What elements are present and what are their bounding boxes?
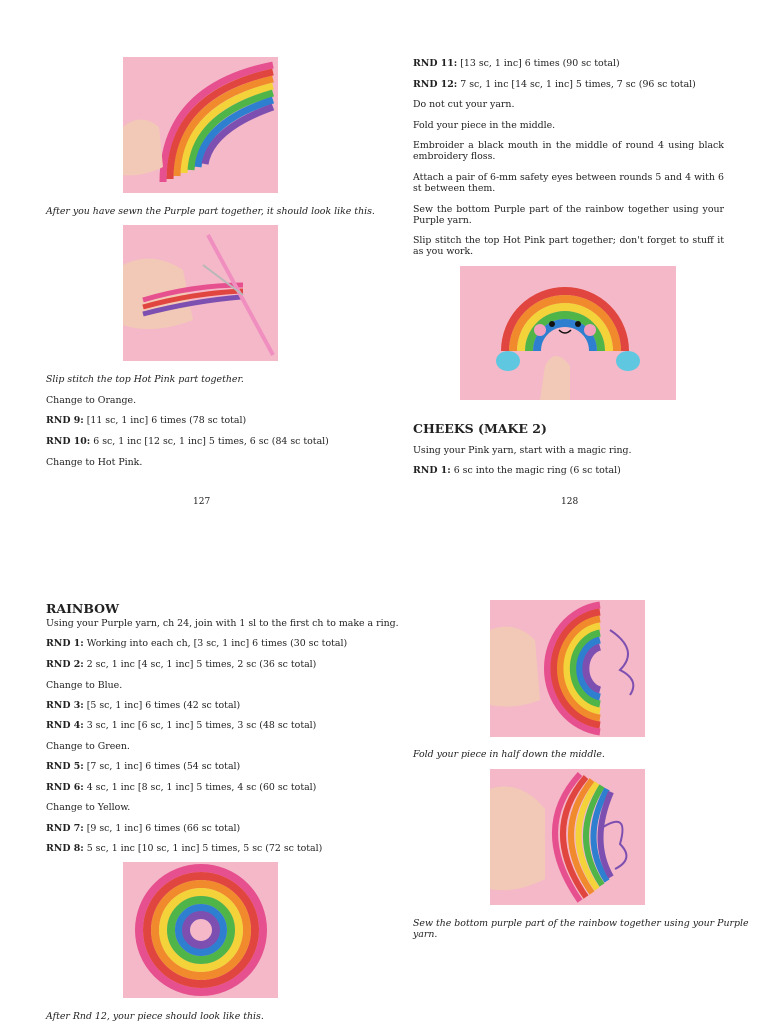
text-line: RND 3: [5 sc, 1 inc] 6 times (42 sc total) xyxy=(46,700,241,711)
text-line: Embroider a black mouth in the middle of round 4 using black embroidery floss. xyxy=(413,140,724,162)
text-line: RND 8: 5 sc, 1 inc [10 sc, 1 inc] 5 times, 5 sc (72 sc total) xyxy=(46,843,323,854)
text-line: RND 2: 2 sc, 1 inc [4 sc, 1 inc] 5 times, 2 sc (36 sc total) xyxy=(46,659,317,670)
photo-fold-in-half xyxy=(490,600,645,737)
text-line: Attach a pair of 6-mm safety eyes between rounds 5 and 4 with 6 st between them. xyxy=(413,172,724,194)
text-line: RND 7: [9 sc, 1 inc] 6 times (66 sc total) xyxy=(46,823,241,834)
text-line: Using your Pink yarn, start with a magic ring. xyxy=(413,445,632,456)
photo-sew-bottom-purple xyxy=(490,769,645,905)
text-line: Change to Hot Pink. xyxy=(46,457,143,468)
photo-slip-stitch xyxy=(123,225,278,361)
text-line: Slip stitch the top Hot Pink part together; don't forget to stuff it as you work. xyxy=(413,235,724,257)
text-line: Change to Blue. xyxy=(46,680,123,691)
text-line: Change to Yellow. xyxy=(46,802,131,813)
section-heading-cheeks: CHEEKS (MAKE 2) xyxy=(413,421,547,436)
text-line: Do not cut your yarn. xyxy=(413,99,515,110)
caption-fold-in-half: Fold your piece in half down the middle. xyxy=(413,749,605,760)
caption-sewn-purple: After you have sewn the Purple part together, it should look like this. xyxy=(46,206,375,217)
text-line: RND 4: 3 sc, 1 inc [6 sc, 1 inc] 5 times, 3 sc (48 sc total) xyxy=(46,720,317,731)
caption-after-rnd12: After Rnd 12, your piece should look like this. xyxy=(46,1011,264,1022)
photo-rainbow-ring xyxy=(123,862,278,998)
text-line: Fold your piece in the middle. xyxy=(413,120,556,131)
section-heading-rainbow: RAINBOW xyxy=(46,601,120,616)
text-line: RND 1: 6 sc into the magic ring (6 sc total) xyxy=(413,465,621,476)
caption-slip-stitch: Slip stitch the top Hot Pink part together. xyxy=(46,374,244,385)
text-line: RND 11: [13 sc, 1 inc] 6 times (90 sc total) xyxy=(413,58,620,69)
text-line: Using your Purple yarn, ch 24, join with 1 sl to the first ch to make a ring. xyxy=(46,618,399,629)
page-number: 128 xyxy=(561,497,579,507)
page-number: 127 xyxy=(193,497,211,507)
text-line: RND 10: 6 sc, 1 inc [12 sc, 1 inc] 5 times, 6 sc (84 sc total) xyxy=(46,436,329,447)
caption-sew-bottom-purple: Sew the bottom purple part of the rainbow together using your Purple yarn. xyxy=(413,918,749,940)
text-line: RND 9: [11 sc, 1 inc] 6 times (78 sc total) xyxy=(46,415,247,426)
text-line: RND 6: 4 sc, 1 inc [8 sc, 1 inc] 5 times, 4 sc (60 sc total) xyxy=(46,782,317,793)
text-line: Change to Orange. xyxy=(46,395,137,406)
text-line: RND 12: 7 sc, 1 inc [14 sc, 1 inc] 5 times, 7 sc (96 sc total) xyxy=(413,79,696,90)
text-line: Change to Green. xyxy=(46,741,130,752)
text-line: RND 5: [7 sc, 1 inc] 6 times (54 sc total) xyxy=(46,761,241,772)
photo-sewn-rainbow-top xyxy=(123,57,278,193)
photo-finished-rainbow-face xyxy=(460,266,676,400)
text-line: RND 1: Working into each ch, [3 sc, 1 inc] 6 times (30 sc total) xyxy=(46,638,348,649)
text-line: Sew the bottom Purple part of the rainbow together using your Purple yarn. xyxy=(413,204,724,226)
